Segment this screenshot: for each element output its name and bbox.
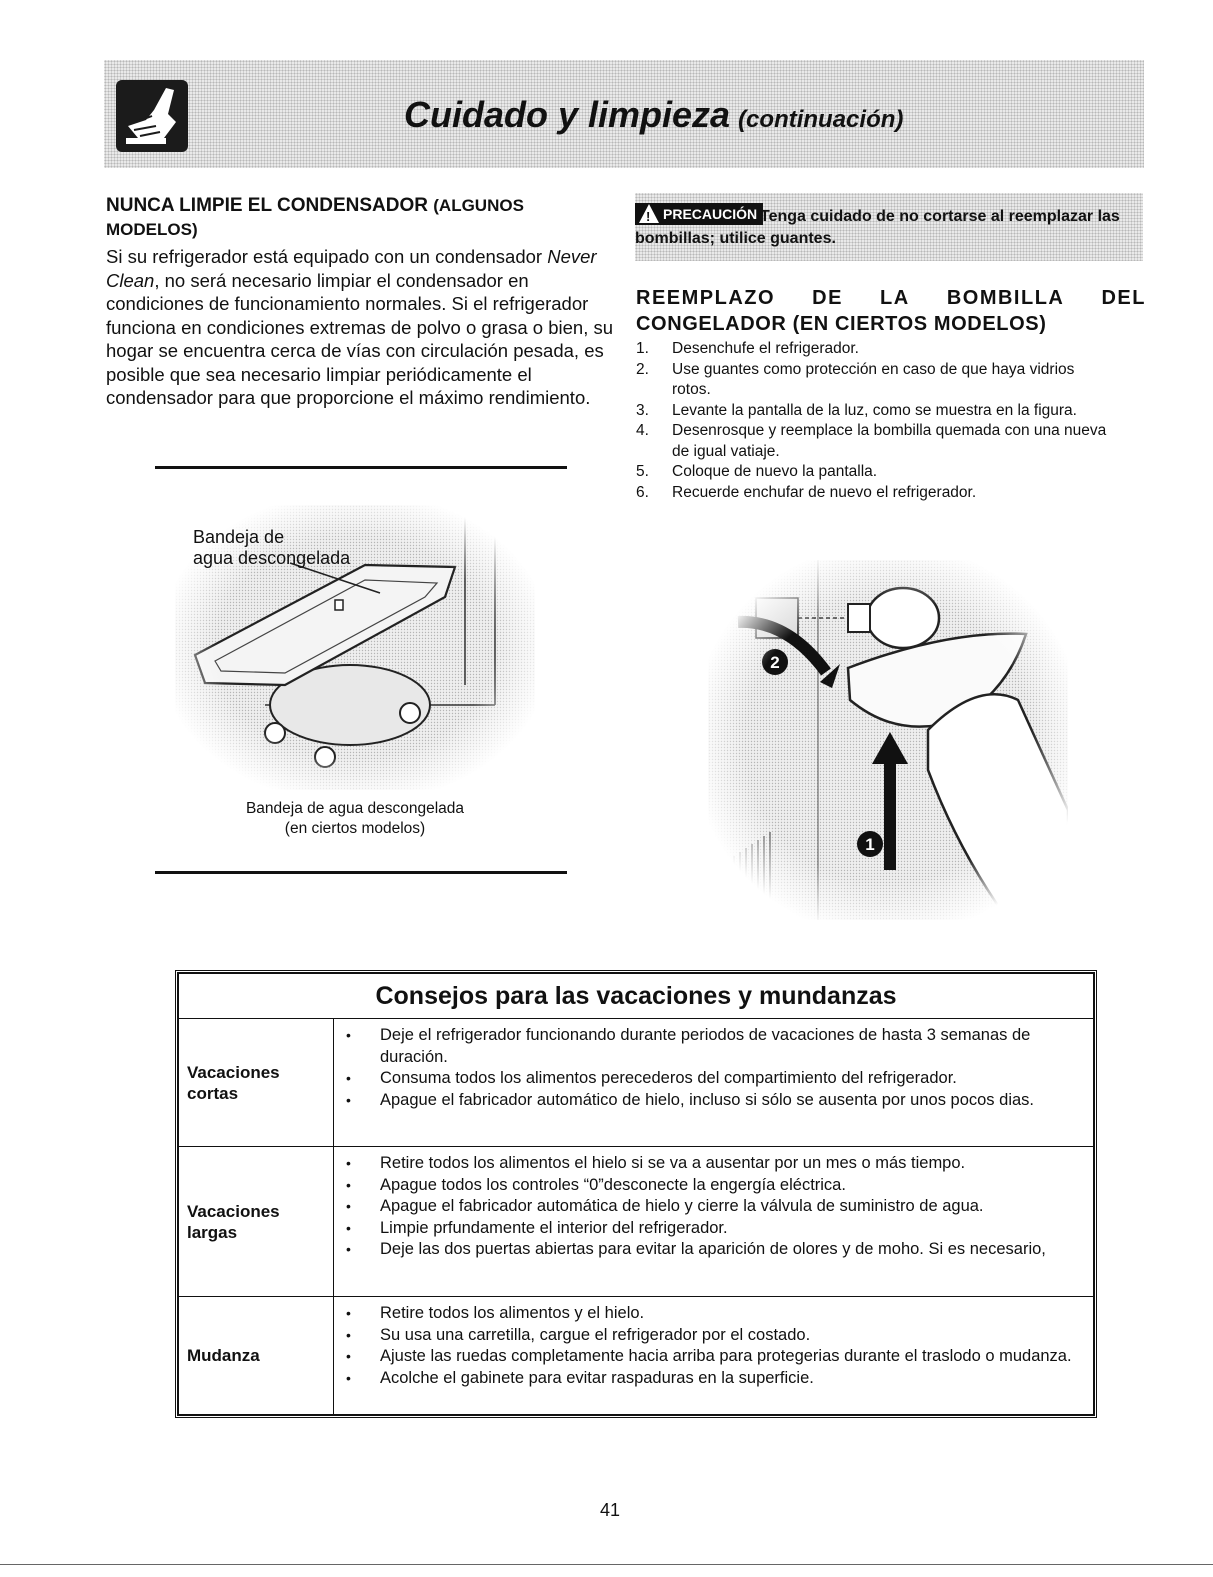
bulb-heading-word: REEMPLAZO [636, 287, 776, 309]
defrost-pan-label-line1: Bandeja de [193, 527, 285, 547]
caption-line2: (en ciertos modelos) [284, 820, 426, 837]
step-text: Recuerde enchufar de nuevo el refrigerador. [672, 483, 977, 501]
defrost-pan-label-line2: agua descongelada [193, 548, 351, 568]
tips-category-line1: Mudanza [187, 1346, 260, 1365]
page-header [104, 60, 1144, 168]
tips-category [179, 1019, 334, 1147]
step-number: 1. [636, 340, 649, 357]
step-item [636, 483, 1116, 504]
step-item [636, 360, 1116, 401]
bulb-heading-word: BOMBILLA [946, 287, 1065, 309]
defrost-pan-figure [175, 505, 535, 790]
table-row [179, 1297, 1094, 1415]
tips-items-cell [334, 1019, 1094, 1147]
condenser-heading-note: (ALGUNOS MODELOS) [106, 196, 524, 239]
caution-badge-label: PRECAUCIÓN [663, 206, 758, 222]
hand-cleaning-icon [116, 80, 188, 152]
list-item: • Deje las dos puertas abiertas para evitar la aparición de olores y de moho. Si es necesario, [334, 1239, 1093, 1261]
list-item: • Retire todos los alimentos y el hielo. [334, 1303, 1093, 1325]
page-title [404, 94, 903, 136]
tips-items-cell [334, 1147, 1094, 1297]
step-text: Use guantes como protección en caso de que haya vidrios rotos. [672, 360, 1075, 398]
table-row [179, 1019, 1094, 1147]
step-item [636, 421, 1116, 462]
bulb-heading-word: DE [812, 287, 843, 309]
caution-box [635, 193, 1143, 261]
step-text: Desenchufe el refrigerador. [672, 340, 859, 357]
tips-category-line1: Vacaciones [187, 1201, 280, 1221]
table-row [179, 1147, 1094, 1297]
condenser-text-1: Si su refrigerador está equipado con un condensador [106, 246, 548, 267]
page-title-main: Cuidado y limpieza [404, 94, 731, 135]
condenser-text-2: , no será necesario limpiar el condensador en condiciones de funcionamiento normales. Si el refrigerador funciona en condiciones extremas de polvo o grasa o bien, su hogar se encuentra cerca de vías con circulación pesada, es posible que sea necesario limpiar periódicamente el condensador para que proporcione el máximo rendimiento. [106, 269, 614, 408]
list-item: • Su usa una carretilla, cargue el refrigerador por el costado. [334, 1325, 1093, 1347]
bulb-heading-line2: CONGELADOR (EN CIERTOS MODELOS) [636, 313, 1047, 335]
caution-badge: ! PRECAUCIÓN [635, 203, 763, 225]
bulb-replacement-illustration [708, 560, 1068, 920]
tips-title: Consejos para las vacaciones y mundanzas [179, 974, 1094, 1019]
scan-edge-line [0, 1564, 1213, 1565]
list-item: • Apague el fabricador automática de hielo y cierre la válvula de suministro de agua. [334, 1196, 1093, 1218]
bulb-steps-list [636, 339, 1116, 503]
step-text: Levante la pantalla de la luz, como se muestra en la figura. [672, 401, 1077, 419]
step-number: 3. [636, 401, 649, 419]
list-item: • Ajuste las ruedas completamente hacia arriba para protegerias durante el traslodo o mudanza. [334, 1346, 1093, 1368]
divider-rule [155, 466, 567, 469]
list-item: • Consuma todos los alimentos perecederos del compartimiento del refrigerador. [334, 1068, 1093, 1090]
tips-items-cell [334, 1297, 1094, 1415]
condenser-heading [106, 194, 614, 242]
bulb-replacement-figure [708, 560, 1068, 920]
step-item [636, 462, 1116, 483]
list-item: • Apague todos los controles “0”desconecte la engergía eléctrica. [334, 1175, 1093, 1197]
list-item: • Acolche el gabinete para evitar raspaduras en la superficie. [334, 1368, 1093, 1390]
list-item: • Retire todos los alimentos el hielo si se va a ausentar por un mes o más tiempo. [334, 1153, 1093, 1175]
step-number: 2. [636, 360, 649, 378]
list-item: • Deje el refrigerador funcionando durante periodos de vacaciones de hasta 3 semanas de duración. [334, 1025, 1093, 1068]
tips-category [179, 1297, 334, 1415]
step-item [636, 339, 1116, 360]
step-text: Desenrosque y reemplace la bombilla quemada con una nueva de igual vatiaje. [672, 422, 1107, 460]
vacation-tips-table [175, 970, 1097, 1418]
bulb-heading [636, 285, 1146, 337]
tips-category-line1: Vacaciones [187, 1062, 280, 1082]
step-number: 6. [636, 483, 649, 501]
defrost-pan-label [193, 527, 350, 569]
caution-text: Tenga cuidado de no cortarse al reemplazar las bombillas; utilice guantes. [635, 208, 1120, 247]
tips-category-line2: cortas [187, 1083, 239, 1103]
list-item: • Apague el fabricador automático de hielo, incluso si sólo se ausenta por unos pocos dias. [334, 1090, 1093, 1112]
condenser-paragraph [106, 245, 616, 410]
tips-category-line2: largas [187, 1222, 238, 1242]
page-title-sub: (continuación) [738, 106, 904, 133]
bulb-heading-line1 [636, 285, 1146, 311]
bulb-heading-word: LA [880, 287, 910, 309]
divider-rule [155, 871, 567, 874]
step-number: 4. [636, 422, 649, 439]
condenser-heading-main: NUNCA LIMPIE EL CONDENSADOR [106, 195, 428, 216]
step-number: 5. [636, 463, 649, 480]
page-number: 41 [599, 1500, 621, 1520]
condenser-brand-name: Never Clean [106, 246, 597, 291]
defrost-pan-caption [180, 799, 530, 839]
step-item [636, 401, 1116, 422]
step-text: Coloque de nuevo la pantalla. [672, 463, 878, 480]
tips-category [179, 1147, 334, 1297]
caption-line1: Bandeja de agua descongelada [245, 800, 465, 817]
list-item: • Limpie prfundamente el interior del refrigerador. [334, 1218, 1093, 1240]
bulb-heading-word: DEL [1101, 287, 1146, 309]
